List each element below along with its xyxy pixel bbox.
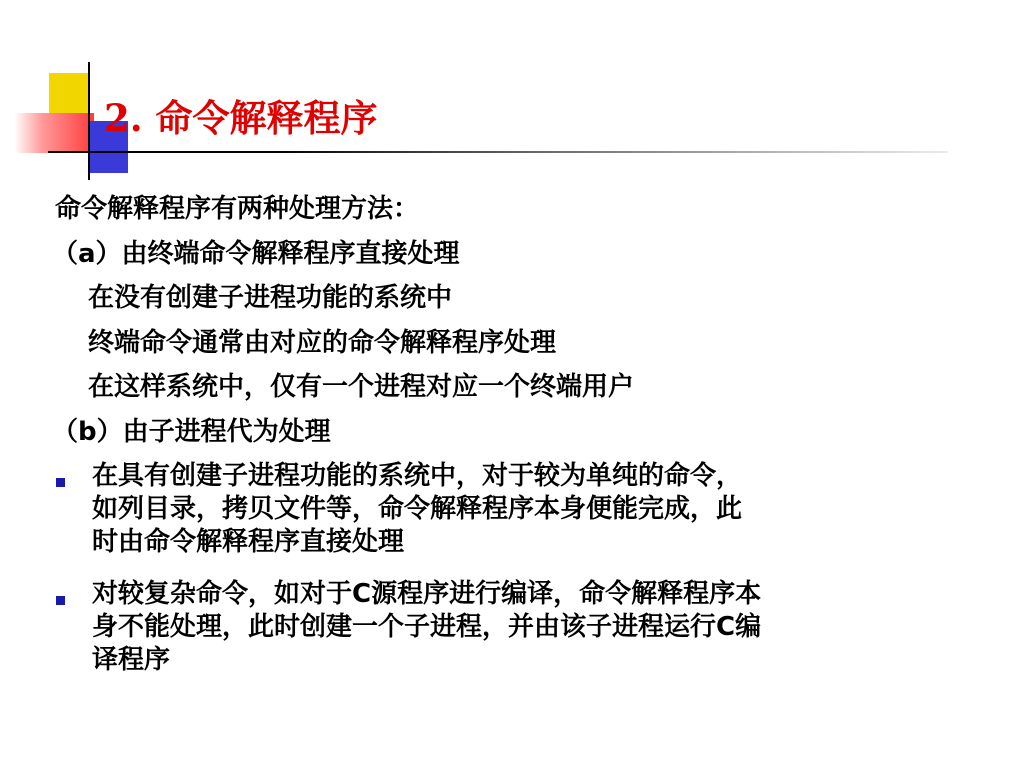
bullet-2-line-1: 对较复杂命令，如对于C源程序进行编译，命令解释程序本 [92,579,762,609]
method-a-detail-3: 在这样系统中，仅有一个进程对应一个终端用户 [88,372,635,402]
intro-line: 命令解释程序有两种处理方法： [55,194,420,224]
method-b-heading: （b）由子进程代为处理 [52,417,331,447]
method-a-detail-1: 在没有创建子进程功能的系统中 [88,283,453,313]
decor-red-bar [14,113,94,153]
method-a-detail-2: 终端命令通常由对应的命令解释程序处理 [88,328,557,358]
bullet-1-line-1: 在具有创建子进程功能的系统中，对于较为单纯的命令， [92,461,743,491]
bullet-1-line-3: 时由命令解释程序直接处理 [92,527,405,557]
bullet-2-line-2: 身不能处理，此时创建一个子进程，并由该子进程运行C编 [92,612,762,642]
bullet-paragraph-1 [92,460,972,559]
bullet-square-icon [56,478,65,487]
slide-title: 2. 命令解释程序 [104,96,378,140]
bullet-1-line-2: 如列目录，拷贝文件等，命令解释程序本身便能完成，此 [92,494,743,524]
bullet-square-icon [56,596,65,605]
decor-vertical-line [88,62,90,180]
bullet-2-line-3: 译程序 [92,645,171,675]
method-a-heading: （a）由终端命令解释程序直接处理 [52,239,460,269]
bullet-paragraph-2 [92,578,972,677]
title-underline [48,151,948,153]
